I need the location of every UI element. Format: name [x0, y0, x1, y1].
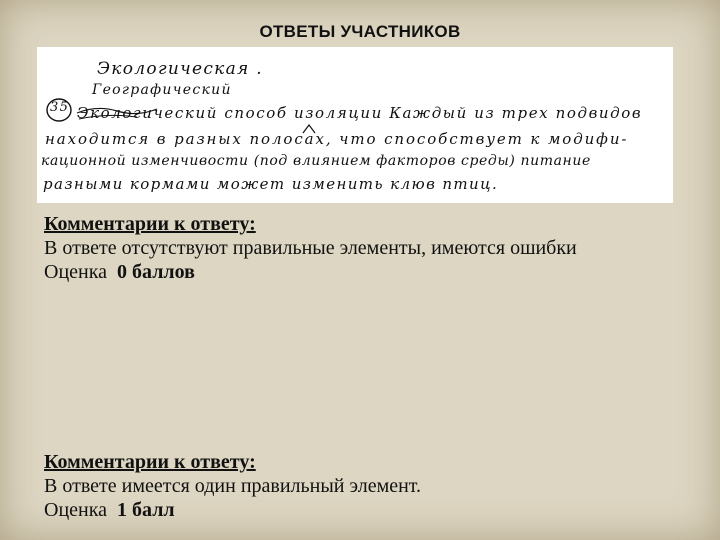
scan-line: Географический	[92, 82, 232, 98]
score-label: Оценка	[44, 499, 108, 521]
scan-line: разными кормами может изменить клюв птиц.	[43, 175, 499, 193]
scan-line: находится в разных полосах, что способствует к модифи-	[45, 130, 629, 148]
scan-question-number: 35	[50, 100, 70, 115]
score-label: Оценка	[44, 261, 108, 283]
comment-text: В ответе имеется один правильный элемент.	[44, 475, 422, 497]
answer-comment-1	[44, 212, 577, 284]
score-value: 1 балл	[117, 499, 175, 521]
scan-line: Экологический способ изоляции Каждый из трех подвидов	[77, 104, 643, 122]
score-line	[44, 498, 421, 522]
scan-line: Экологическая .	[97, 59, 264, 79]
comment-heading: Комментарии к ответу:	[44, 213, 256, 235]
comment-heading: Комментарии к ответу:	[44, 451, 256, 473]
answer-comment-2	[44, 450, 421, 522]
score-value: 0 баллов	[117, 261, 195, 283]
handwritten-answer-scan	[37, 47, 673, 203]
scan-line: кационной изменчивости (под влиянием факторов среды) питание	[41, 153, 591, 169]
comment-text: В ответе отсутствуют правильные элементы, имеются ошибки	[44, 237, 577, 259]
slide-title: ОТВЕТЫ УЧАСТНИКОВ	[259, 22, 461, 41]
score-line	[44, 260, 577, 284]
